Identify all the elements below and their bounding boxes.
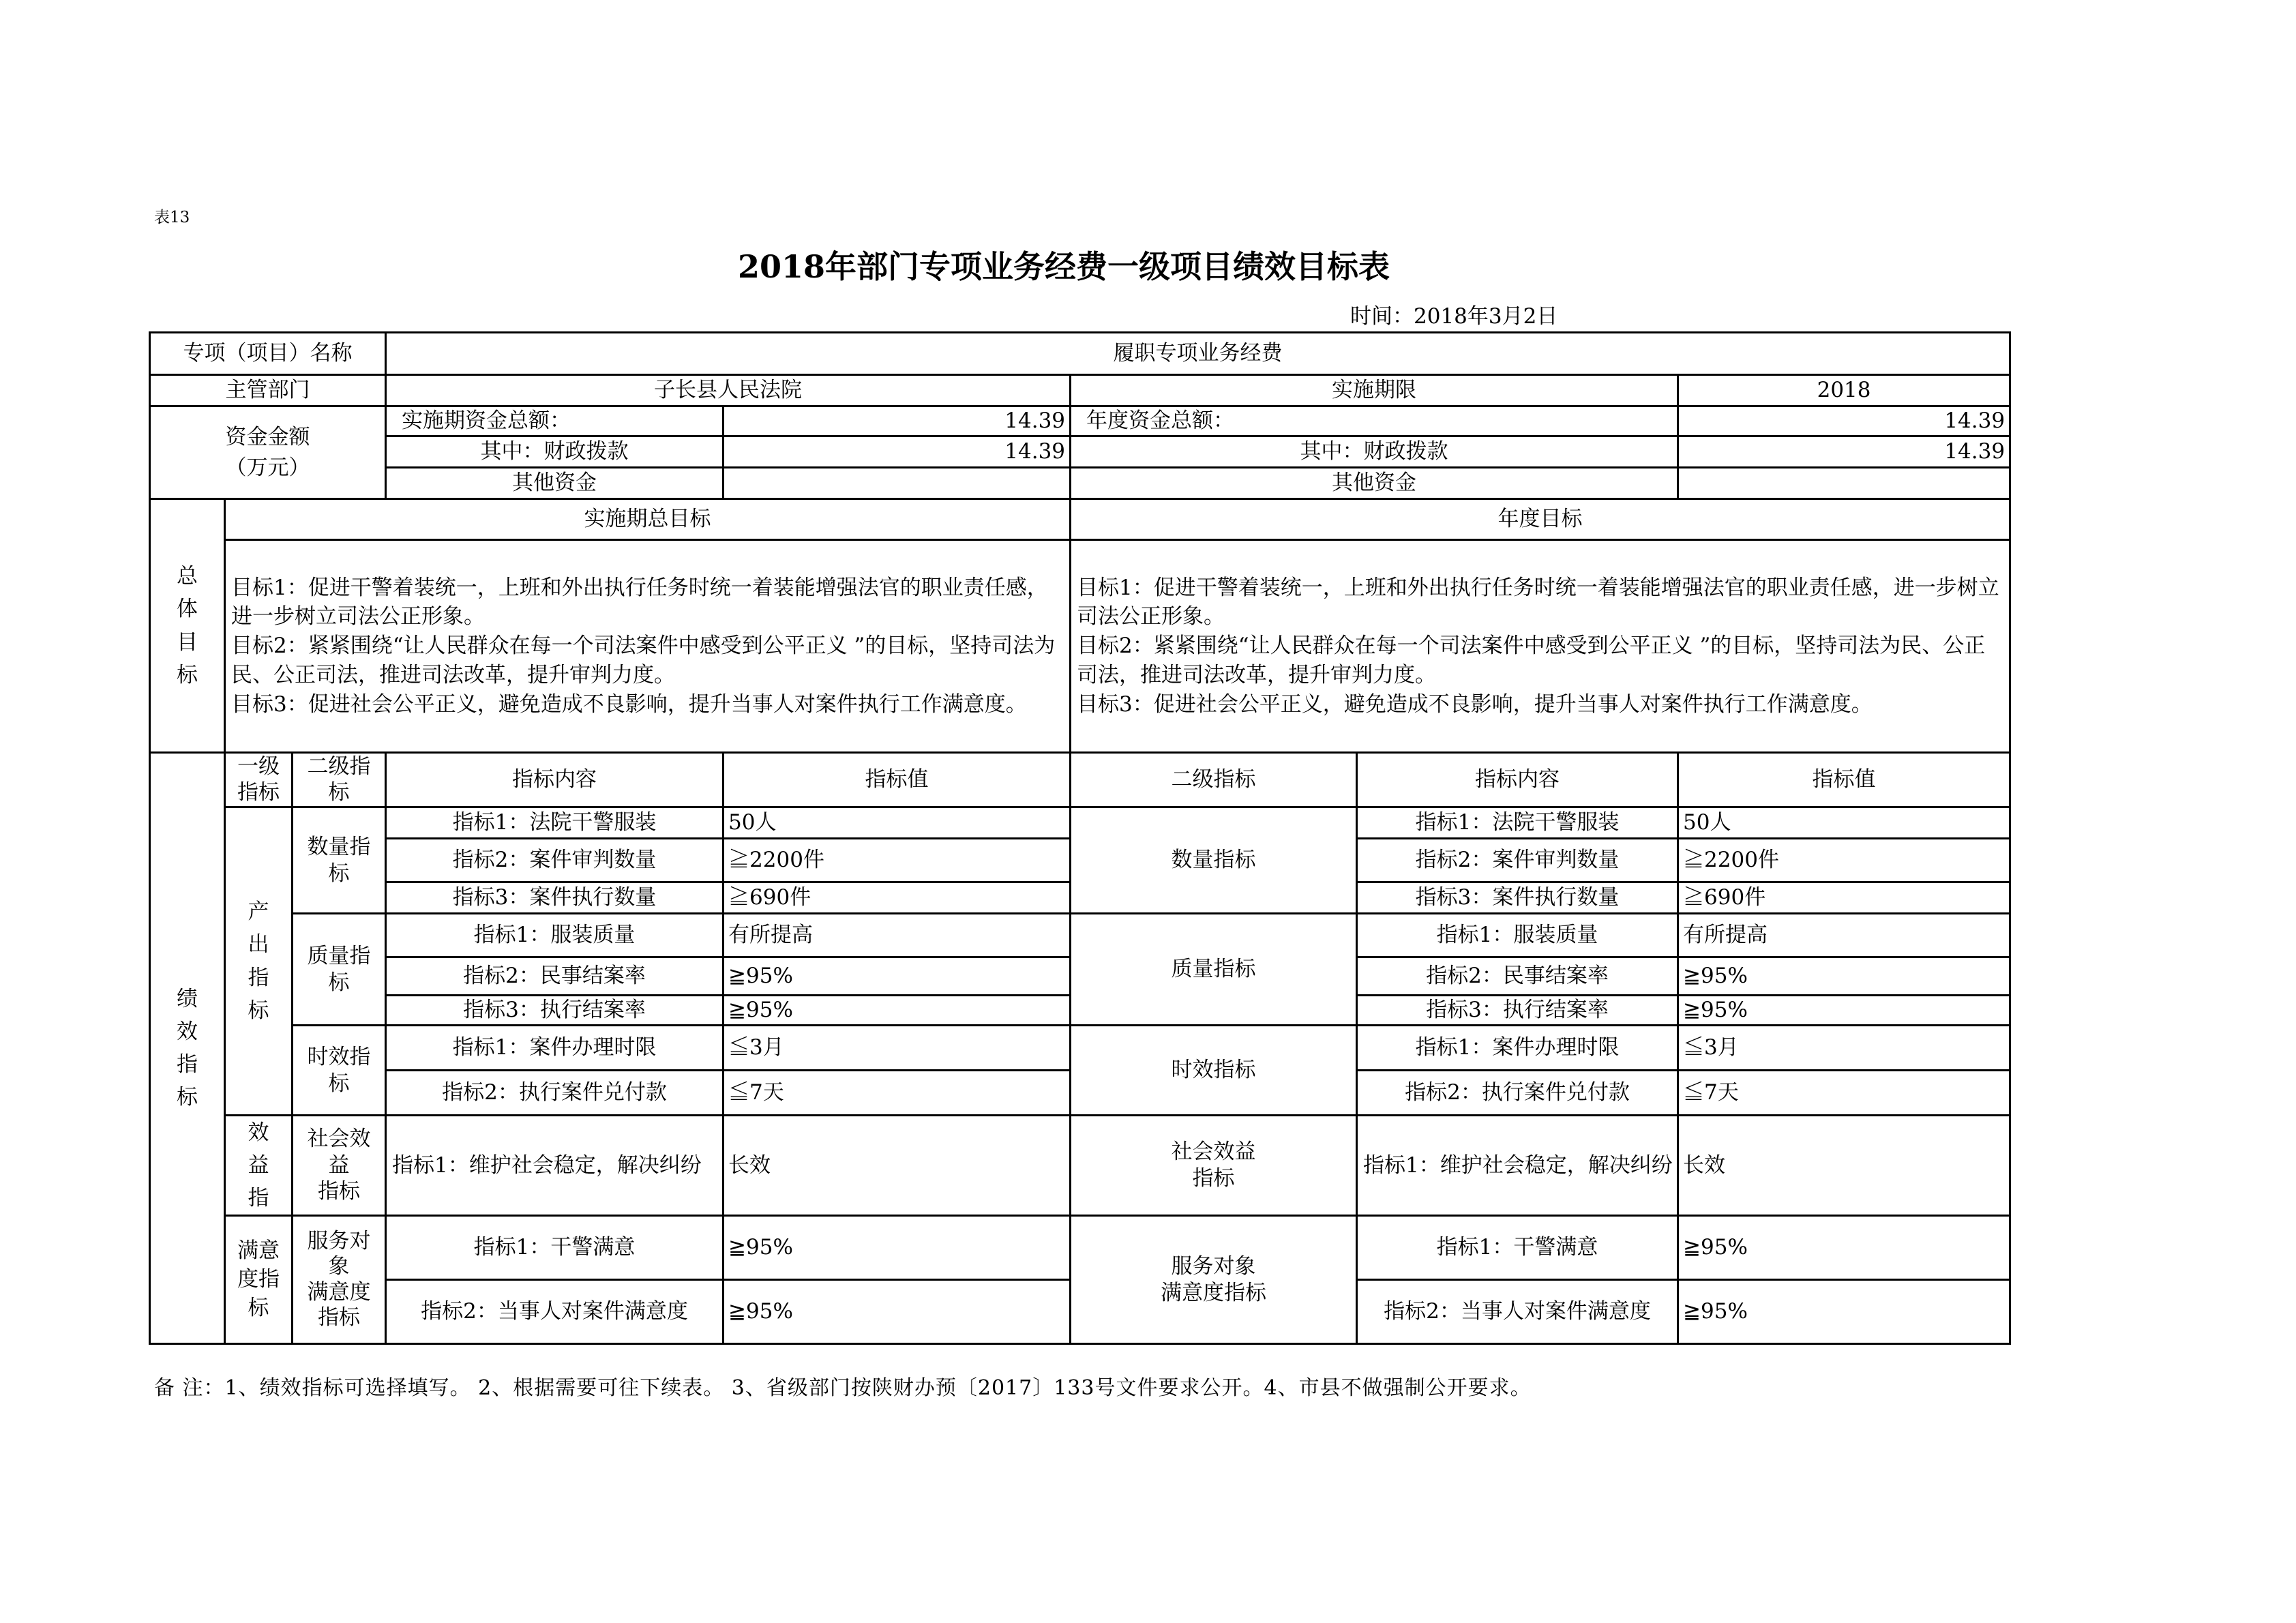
year-service-satisfaction-label: 服务对象 满意度指标 <box>1071 1216 1357 1344</box>
impl-goal-header: 实施期总目标 <box>225 499 1071 540</box>
indicator-content: 指标1：案件办理时限 <box>386 1026 724 1071</box>
overall-goal-label: 总 体 目 标 <box>150 499 225 753</box>
year-indicator-content: 指标2：执行案件兑付款 <box>1357 1071 1678 1116</box>
page-title: 2018年部门专项业务经费一级项目绩效目标表 <box>737 248 1390 285</box>
year-total-label: 年度资金总额： <box>1071 406 1678 436</box>
project-row <box>150 333 2010 375</box>
indicator-content: 指标2：民事结案率 <box>386 957 724 996</box>
quantity-label: 数量指 标 <box>293 807 386 914</box>
year-social-benefit-label: 社会效益 指标 <box>1071 1116 1357 1216</box>
social-benefit-label: 社会效 益 指标 <box>293 1116 386 1216</box>
perf-indicator-label: 绩 效 指 标 <box>150 753 225 1344</box>
indicator-content: 指标2：案件审判数量 <box>386 839 724 882</box>
year-indicator-content: 指标1：服装质量 <box>1357 914 1678 957</box>
indicator-value: ≧2200件 <box>724 839 1071 882</box>
indicator-value: 50人 <box>724 807 1071 839</box>
table-row <box>150 1116 2010 1216</box>
year-other-value <box>1678 468 2010 499</box>
quality-label: 质量指 标 <box>293 914 386 1026</box>
year-indicator-value: ≧95% <box>1678 996 2010 1026</box>
year-indicator-value: ≧95% <box>1678 1280 2010 1344</box>
indicator-content: 指标1：法院干警服装 <box>386 807 724 839</box>
funds-label: 资金金额 （万元） <box>150 406 386 499</box>
impl-fiscal-label: 其中：财政拨款 <box>386 436 724 468</box>
year-fiscal-value: 14.39 <box>1678 436 2010 468</box>
indicator-content: 指标2：执行案件兑付款 <box>386 1071 724 1116</box>
impl-fiscal-value: 14.39 <box>724 436 1071 468</box>
benefit-indicator-label: 效 益 指 <box>225 1116 293 1216</box>
date-label: 时间：2018年3月2日 <box>1350 304 1558 329</box>
table-row <box>150 807 2010 839</box>
indicator-value: ≧95% <box>724 957 1071 996</box>
indicator-value: ≧95% <box>724 996 1071 1026</box>
year-level2-header: 二级指标 <box>1071 753 1357 807</box>
impl-total-label: 实施期资金总额： <box>386 406 724 436</box>
year-indicator-value: ≧95% <box>1678 957 2010 996</box>
footnote: 备 注：1、绩效指标可选择填写。 2、根据需要可往下续表。 3、省级部门按陕财办预〔2017〕133号文件要求公开。4、市县不做强制公开要求。 <box>154 1376 1532 1400</box>
year-indicator-content: 指标2：民事结案率 <box>1357 957 1678 996</box>
year-indicator-value: ≦3月 <box>1678 1026 2010 1071</box>
period-label: 实施期限 <box>1071 375 1678 406</box>
indicator-content: 指标2：当事人对案件满意度 <box>386 1280 724 1344</box>
year-indicator-value: 有所提高 <box>1678 914 2010 957</box>
year-other-label: 其他资金 <box>1071 468 1678 499</box>
year-indicator-value: ≦7天 <box>1678 1071 2010 1116</box>
dept-value: 子长县人民法院 <box>386 375 1071 406</box>
project-name-label: 专项（项目）名称 <box>150 333 386 375</box>
year-goal-text: 目标1：促进干警着装统一，上班和外出执行任务时统一着装能增强法官的职业责任感，进一步树立司法公正形象。 目标2：紧紧围绕“让人民群众在每一个司法案件中感受到公平正义 ”的目标，坚持司法为民、公正司法，推进司法改革，提升审判力度。 目标3：促进社会公平正义，避免造成不良影响，提升当事人对案件执行工作满意度。 <box>1071 540 2010 753</box>
year-indicator-content: 指标1：法院干警服装 <box>1357 807 1678 839</box>
value-header: 指标值 <box>724 753 1071 807</box>
year-indicator-content: 指标2：当事人对案件满意度 <box>1357 1280 1678 1344</box>
impl-goal-text: 目标1：促进干警着装统一，上班和外出执行任务时统一着装能增强法官的职业责任感，进一步树立司法公正形象。 目标2：紧紧围绕“让人民群众在每一个司法案件中感受到公平正义 ”的目标，坚持司法为民、公正司法，推进司法改革，提升审判力度。 目标3：促进社会公平正义，避免造成不良影响，提升当事人对案件执行工作满意度。 <box>225 540 1071 753</box>
year-indicator-content: 指标1：干警满意 <box>1357 1216 1678 1280</box>
indicator-content: 指标1：维护社会稳定，解决纠纷 <box>386 1116 724 1216</box>
year-quality-label: 质量指标 <box>1071 914 1357 1026</box>
year-indicator-content: 指标1：维护社会稳定，解决纠纷 <box>1357 1116 1678 1216</box>
level2-header: 二级指 标 <box>293 753 386 807</box>
indicator-value: ≧690件 <box>724 882 1071 914</box>
year-value-header: 指标值 <box>1678 753 2010 807</box>
indicator-value: 长效 <box>724 1116 1071 1216</box>
year-quantity-label: 数量指标 <box>1071 807 1357 914</box>
dept-row <box>150 375 2010 406</box>
perf-header-row <box>150 753 2010 807</box>
indicator-value: ≧95% <box>724 1216 1071 1280</box>
year-indicator-value: ≧2200件 <box>1678 839 2010 882</box>
year-indicator-content: 指标3：执行结案率 <box>1357 996 1678 1026</box>
year-timeliness-label: 时效指标 <box>1071 1026 1357 1116</box>
impl-other-value <box>724 468 1071 499</box>
year-indicator-value: ≧690件 <box>1678 882 2010 914</box>
timeliness-label: 时效指 标 <box>293 1026 386 1116</box>
project-name-value: 履职专项业务经费 <box>386 333 2010 375</box>
year-indicator-value: ≧95% <box>1678 1216 2010 1280</box>
impl-other-label: 其他资金 <box>386 468 724 499</box>
year-indicator-content: 指标1：案件办理时限 <box>1357 1026 1678 1071</box>
funds-row-other <box>150 468 2010 499</box>
period-value: 2018 <box>1678 375 2010 406</box>
year-total-value: 14.39 <box>1678 406 2010 436</box>
dept-label: 主管部门 <box>150 375 386 406</box>
impl-total-value: 14.39 <box>724 406 1071 436</box>
indicator-value: ≧95% <box>724 1280 1071 1344</box>
table-row <box>150 914 2010 957</box>
funds-row-fiscal <box>150 436 2010 468</box>
output-indicator-label: 产 出 指 标 <box>225 807 293 1116</box>
indicator-value: 有所提高 <box>724 914 1071 957</box>
content-header: 指标内容 <box>386 753 724 807</box>
funds-row-total <box>150 406 2010 436</box>
year-indicator-content: 指标2：案件审判数量 <box>1357 839 1678 882</box>
year-content-header: 指标内容 <box>1357 753 1678 807</box>
overall-text-row <box>150 540 2010 753</box>
year-goal-header: 年度目标 <box>1071 499 2010 540</box>
year-indicator-content: 指标3：案件执行数量 <box>1357 882 1678 914</box>
table-row <box>150 1026 2010 1071</box>
indicator-content: 指标1：服装质量 <box>386 914 724 957</box>
indicator-content: 指标1：干警满意 <box>386 1216 724 1280</box>
service-satisfaction-label: 服务对 象 满意度 指标 <box>293 1216 386 1344</box>
year-indicator-value: 长效 <box>1678 1116 2010 1216</box>
indicator-content: 指标3：案件执行数量 <box>386 882 724 914</box>
level1-header: 一级 指标 <box>225 753 293 807</box>
year-indicator-value: 50人 <box>1678 807 2010 839</box>
table-row <box>150 1216 2010 1280</box>
table-number-label: 表13 <box>154 209 190 226</box>
indicator-value: ≦7天 <box>724 1071 1071 1116</box>
overall-header-row <box>150 499 2010 540</box>
indicator-content: 指标3：执行结案率 <box>386 996 724 1026</box>
satisfaction-indicator-label: 满意 度指 标 <box>225 1216 293 1344</box>
performance-goal-table <box>149 331 2011 1345</box>
indicator-value: ≦3月 <box>724 1026 1071 1071</box>
year-fiscal-label: 其中：财政拨款 <box>1071 436 1678 468</box>
